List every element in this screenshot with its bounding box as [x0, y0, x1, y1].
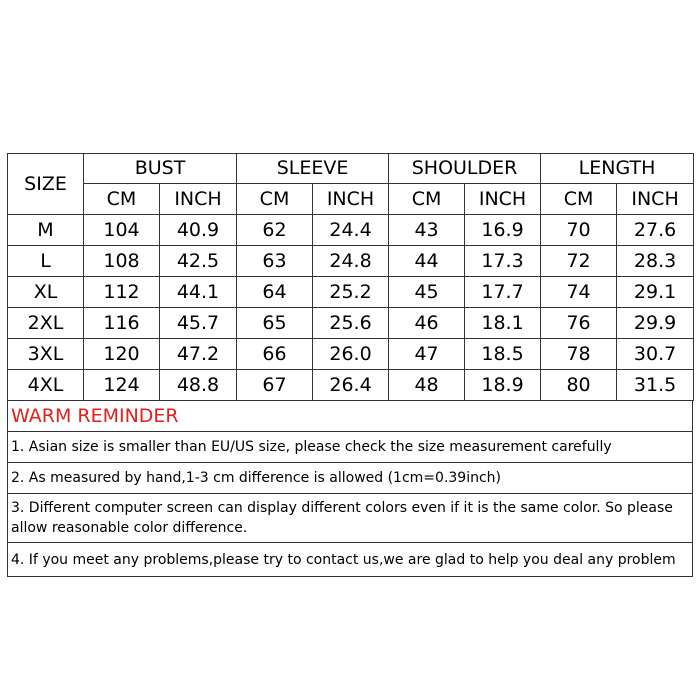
table-cell: 44 [389, 246, 465, 277]
table-cell: 25.6 [313, 308, 389, 339]
reminder-note-3: 3. Different computer screen can display different colors even if it is the same color. So please allow reasonable color difference. [7, 494, 693, 543]
table-cell: 120 [84, 339, 160, 370]
table-cell: 40.9 [160, 215, 237, 246]
header-row-units [8, 184, 694, 215]
unit-header: INCH [313, 184, 389, 215]
table-cell: 45.7 [160, 308, 237, 339]
reminder-note-4: 4. If you meet any problems,please try to contact us,we are glad to help you deal any problem [7, 543, 693, 577]
table-cell: 24.4 [313, 215, 389, 246]
table-cell: 42.5 [160, 246, 237, 277]
table-row [8, 339, 694, 370]
table-cell: 31.5 [617, 370, 694, 401]
size-cell: XL [8, 277, 84, 308]
table-cell: 62 [237, 215, 313, 246]
reminder-note-2: 2. As measured by hand,1-3 cm difference is allowed (1cm=0.39inch) [7, 463, 693, 494]
table-cell: 108 [84, 246, 160, 277]
table-cell: 45 [389, 277, 465, 308]
table-cell: 47.2 [160, 339, 237, 370]
table-cell: 72 [541, 246, 617, 277]
table-cell: 29.9 [617, 308, 694, 339]
table-cell: 46 [389, 308, 465, 339]
table-cell: 17.7 [465, 277, 541, 308]
size-column-header: SIZE [8, 154, 84, 215]
table-cell: 43 [389, 215, 465, 246]
unit-header: CM [389, 184, 465, 215]
table-row [8, 246, 694, 277]
unit-header: CM [84, 184, 160, 215]
group-header-sleeve: SLEEVE [237, 154, 389, 184]
table-cell: 74 [541, 277, 617, 308]
table-row [8, 308, 694, 339]
table-cell: 116 [84, 308, 160, 339]
table-cell: 104 [84, 215, 160, 246]
warm-reminder-title: WARM REMINDER [7, 401, 693, 432]
table-cell: 76 [541, 308, 617, 339]
table-cell: 67 [237, 370, 313, 401]
table-cell: 29.1 [617, 277, 694, 308]
unit-header: CM [237, 184, 313, 215]
size-cell: M [8, 215, 84, 246]
size-cell: L [8, 246, 84, 277]
unit-header: CM [541, 184, 617, 215]
size-chart [7, 153, 693, 577]
table-cell: 17.3 [465, 246, 541, 277]
unit-header: INCH [617, 184, 694, 215]
table-cell: 65 [237, 308, 313, 339]
size-table-body [8, 215, 694, 401]
table-cell: 28.3 [617, 246, 694, 277]
unit-header: INCH [465, 184, 541, 215]
table-cell: 26.0 [313, 339, 389, 370]
table-cell: 78 [541, 339, 617, 370]
table-cell: 18.5 [465, 339, 541, 370]
table-cell: 30.7 [617, 339, 694, 370]
group-header-length: LENGTH [541, 154, 694, 184]
size-cell: 4XL [8, 370, 84, 401]
size-cell: 2XL [8, 308, 84, 339]
table-cell: 63 [237, 246, 313, 277]
group-header-shoulder: SHOULDER [389, 154, 541, 184]
table-row [8, 370, 694, 401]
table-cell: 70 [541, 215, 617, 246]
table-cell: 26.4 [313, 370, 389, 401]
table-cell: 27.6 [617, 215, 694, 246]
table-cell: 48 [389, 370, 465, 401]
table-row [8, 215, 694, 246]
table-cell: 48.8 [160, 370, 237, 401]
unit-header: INCH [160, 184, 237, 215]
header-row-groups [8, 154, 694, 184]
table-cell: 80 [541, 370, 617, 401]
table-cell: 66 [237, 339, 313, 370]
table-row [8, 277, 694, 308]
group-header-bust: BUST [84, 154, 237, 184]
table-cell: 18.1 [465, 308, 541, 339]
size-cell: 3XL [8, 339, 84, 370]
table-cell: 24.8 [313, 246, 389, 277]
table-cell: 64 [237, 277, 313, 308]
table-cell: 44.1 [160, 277, 237, 308]
reminder-note-1: 1. Asian size is smaller than EU/US size, please check the size measurement carefully [7, 432, 693, 463]
table-cell: 47 [389, 339, 465, 370]
table-cell: 16.9 [465, 215, 541, 246]
table-cell: 18.9 [465, 370, 541, 401]
table-cell: 25.2 [313, 277, 389, 308]
table-cell: 112 [84, 277, 160, 308]
table-cell: 124 [84, 370, 160, 401]
size-table [7, 153, 694, 401]
